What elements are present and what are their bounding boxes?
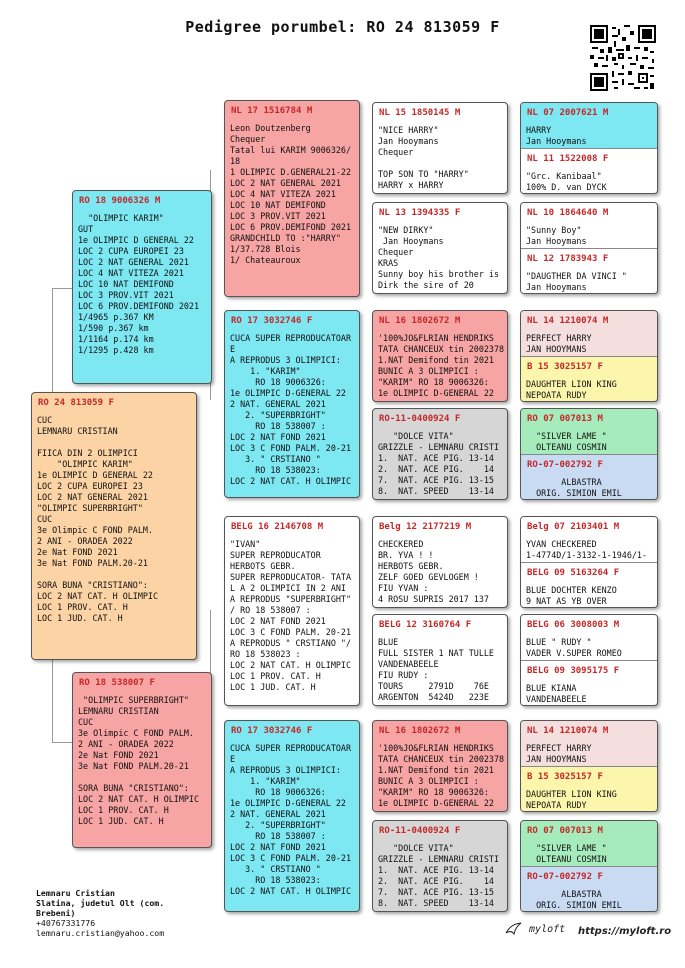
card-details: "SILVER LAME " OLTEANU COSMIN <box>536 431 607 452</box>
card-details: BLUE DOCHTER KENZO 9 NAT AS YB OVER <box>526 585 617 606</box>
qr-code <box>590 25 656 91</box>
card-details: CUCA SUPER REPRODUCATOAR E A REPRODUS 3 OLIMPICI: 1. "KARIM" RO 18 9006326: 1e OLIMPIC D-GENERAL 22 2 NAT. GENERAL 2021 2. "SUPERBRIGHT" RO 18 538007 : LOC 2 NAT FOND 2021 LOC 3 C FOND PALM. 20-21 3. " CRSTIANO " RO 18 538023: LOC 2 NAT CAT. H OLIMPIC <box>230 743 352 896</box>
connector-line <box>52 288 72 289</box>
pedigree-card-sire-sire[interactable] <box>224 100 360 297</box>
ring-number: B 15 3025157 F <box>527 362 603 372</box>
pedigree-card-g4-3[interactable] <box>521 203 657 248</box>
pedigree-card-g4-16[interactable] <box>521 866 657 911</box>
card-details: '100%JO&FLRIAN HENDRIKS TATA CHANCEUX tin 2002378 1.NAT Demifond tin 2021 BUNIC A 3 OLIMPICI : "KARIM" RO 18 9006326: 1e OLIMPIC D-GENERAL 22 <box>378 743 505 808</box>
website-link[interactable]: https://myloft.ro <box>578 926 672 937</box>
card-details: "NEW DIRKY" Jan Hooymans Chequer KRAS Sunny boy his brother is Dirk the sire of 20 <box>378 225 500 290</box>
pedigree-card-g4-2[interactable] <box>521 148 657 193</box>
pedigree-pair-g4-5 <box>520 516 658 608</box>
ring-number: NL 12 1783943 F <box>527 254 609 264</box>
card-details: "DOLCE VITA" GRIZZLE - LEMNARU CRISTI 1. NAT. ACE PIG. 13-14 2. NAT. ACE PIG. 14 7. NAT. ACE PIG. 13-15 8. NAT. SPEED 13-14 <box>378 843 500 908</box>
ring-number: BELG 16 2146708 M <box>231 522 324 532</box>
pedigree-card-g4-4[interactable] <box>521 248 657 293</box>
pedigree-card-g4-13[interactable] <box>521 721 657 766</box>
pedigree-card-g4-5[interactable] <box>521 311 657 356</box>
ring-number: RO-07-002792 F <box>527 872 603 882</box>
card-details: CUCA SUPER REPRODUCATOAR E A REPRODUS 3 OLIMPICI: 1. "KARIM" RO 18 9006326: 1e OLIMPIC D-GENERAL 22 2 NAT. GENERAL 2021 2. "SUPERBRIGHT" RO 18 538007 : LOC 2 NAT FOND 2021 LOC 3 C FOND PALM. 20-21 3. " CRSTIANO " RO 18 538023: LOC 2 NAT CAT. H OLIMPIC <box>230 333 352 486</box>
card-details: Leon Doutzenberg Chequer Tatal lui KARIM 9006326/ 18 1 OLIMPIC D.GENERAL21-22 LOC 2 NAT GENERAL 2021 LOC 4 NAT VITEZA 2021 LOC 10 NAT DEMIFOND LOC 3 PROV.VIT 2021 LOC 6 PROV.DEMIFOND 2021 GRANDCHILD TO :"HARRY" 1/37.728 Blois 1/ Chateauroux <box>230 123 352 265</box>
pedigree-card-g4-6[interactable] <box>521 356 657 401</box>
pedigree-pair-g4-6 <box>520 614 658 706</box>
ring-number: NL 15 1850145 M <box>379 108 461 118</box>
connector-line <box>52 660 53 742</box>
owner-name: Lemnaru Cristian <box>36 888 115 898</box>
ring-number: RO 24 813059 F <box>38 398 114 408</box>
connector-line <box>52 288 53 392</box>
card-details: "OLIMPIC SUPERBRIGHT" LEMNARU CRISTIAN CUC 3e Olimpic C FOND PALM. 2 ANI - ORADEA 2022 2e Nat FOND 2021 3e Nat FOND PALM.20-21 SORA BUNA "CRISTIANO": LOC 2 NAT CAT. H OLIMPIC LOC 1 PROV. CAT. H LOC 1 JUD. CAT. H <box>78 695 200 826</box>
card-details: BLUE KIANA VANDENABEELE <box>526 683 587 704</box>
card-details: "Grc. Kanibaal" 100% D. van DYCK <box>526 171 607 192</box>
pedigree-card-g3-1[interactable] <box>372 102 508 194</box>
myloft-logo <box>505 922 565 936</box>
pedigree-card-g4-7[interactable] <box>521 409 657 454</box>
pedigree-card-dam-sire[interactable] <box>224 516 360 706</box>
ring-number: NL 10 1864640 M <box>527 208 609 218</box>
pedigree-pair-g4-1 <box>520 102 658 194</box>
card-details: ALBASTRA ORIG. SIMION EMIL <box>536 477 622 498</box>
ring-number: NL 11 1522008 F <box>527 154 609 164</box>
pedigree-card-g4-1[interactable] <box>521 103 657 148</box>
ring-number: NL 13 1394335 F <box>379 208 461 218</box>
owner-phone[interactable]: +40767331776 <box>36 918 96 928</box>
pedigree-card-g4-9[interactable] <box>521 517 657 562</box>
ring-number: NL 17 1516784 M <box>231 106 313 116</box>
card-details: CUC LEMNARU CRISTIAN FIICA DIN 2 OLIMPICI "OLIMPIC KARIM" 1e OLIMPIC D GENERAL 22 LOC 2 CUPA EUROPEI 23 LOC 2 NAT GENERAL 2021 "OLIMPIC SUPERBRIGHT" CUC 3e Olimpic C FOND PALM. 2 ANI - ORADEA 2022 2e Nat FOND 2021 3e Nat FOND PALM.20-21 SORA BUNA "CRISTIANO": LOC 2 NAT CAT. H OLIMPIC LOC 1 PROV. CAT. H LOC 1 JUD. CAT. H <box>37 415 159 623</box>
pedigree-pair-g4-2 <box>520 202 658 294</box>
pigeon-icon <box>505 922 523 936</box>
pedigree-card-sire-dam[interactable] <box>224 310 360 498</box>
connector-line <box>52 742 72 743</box>
pedigree-pair-g4-7 <box>520 720 658 812</box>
ring-number: RO 17 3032746 F <box>231 726 313 736</box>
ring-number: NL 14 1210074 M <box>527 316 609 326</box>
pedigree-card-g3-5[interactable] <box>372 516 508 608</box>
card-details: "SILVER LAME " OLTEANU COSMIN <box>536 843 607 864</box>
card-details: BLUE FULL SISTER 1 NAT TULLE VANDENABEELE FIU RUDY : TOURS 2791D 76E ARGENTON 5424D 223E <box>378 637 494 702</box>
ring-number: NL 07 2007621 M <box>527 108 609 118</box>
pedigree-card-dam-dam[interactable] <box>224 720 360 912</box>
ring-number: BELG 06 3008003 M <box>527 620 620 630</box>
ring-number: BELG 09 5163264 F <box>527 568 620 578</box>
pedigree-card-g4-11[interactable] <box>521 615 657 660</box>
pedigree-card-g3-7[interactable] <box>372 720 508 812</box>
pedigree-pair-g4-4 <box>520 408 658 500</box>
card-details: PERFECT HARRY JAN HOOYMANS <box>526 333 592 354</box>
ring-number: RO-11-0400924 F <box>379 414 461 424</box>
card-details: BLUE " RUDY " VADER V.SUPER ROMEO <box>526 637 622 658</box>
ring-number: RO-07-002792 F <box>527 460 603 470</box>
pedigree-card-sire[interactable] <box>72 190 212 384</box>
card-details: '100%JO&FLRIAN HENDRIKS TATA CHANCEUX tin 2002378 1.NAT Demifond tin 2021 BUNIC A 3 OLIMPICI : "KARIM" RO 18 9006326: 1e OLIMPIC D-GENERAL 22 <box>378 333 505 398</box>
ring-number: BELG 09 3095175 F <box>527 666 620 676</box>
pedigree-card-g3-3[interactable] <box>372 310 508 402</box>
ring-number: RO 18 538007 F <box>79 678 155 688</box>
pedigree-card-g3-8[interactable] <box>372 820 508 912</box>
card-details: PERFECT HARRY JAN HOOYMANS <box>526 743 592 764</box>
card-details: "OLIMPIC KARIM" GUT 1e OLIMPIC D GENERAL 22 LOC 2 CUPA EUROPEI 23 LOC 2 NAT GENERAL 2021 LOC 4 NAT VITEZA 2021 LOC 10 NAT DEMIFOND LOC 3 PROV.VIT 2021 LOC 6 PROV.DEMIFOND 2021 1/4965 p.367 KM 1/590 p.367 km 1/1164 p.174 km 1/1295 p.428 km <box>78 213 200 355</box>
pedigree-pair-g4-3 <box>520 310 658 402</box>
ring-number: Belg 12 2177219 M <box>379 522 472 532</box>
page-title: Pedigree porumbel: RO 24 813059 F <box>185 18 500 36</box>
card-details: "IVAN" SUPER REPRODUCATOR HERBOTS GEBR. SUPER REPRODUCATOR- TATA L A 2 OLIMPICI IN 2 ANI A REPRODUS "SUPERBRIGHT" / RO 18 538007 : LOC 2 NAT FOND 2021 LOC 3 C FOND PALM. 20-21 A REPRODUS " CRSTIANO "/ RO 18 538023 : LOC 2 NAT CAT. H OLIMPIC LOC 1 PROV. CAT. H LOC 1 JUD. CAT. H <box>230 539 352 692</box>
pedigree-card-g3-4[interactable] <box>372 408 508 500</box>
ring-number: RO 17 3032746 F <box>231 316 313 326</box>
pedigree-card-g4-8[interactable] <box>521 454 657 499</box>
ring-number: BELG 12 3160764 F <box>379 620 472 630</box>
pedigree-pair-g4-8 <box>520 820 658 912</box>
owner-address: Slatina, judetul Olt (com. Brebeni) <box>36 898 165 918</box>
card-details: ALBASTRA ORIG. SIMION EMIL <box>536 889 622 910</box>
owner-info <box>36 888 164 938</box>
card-details: DAUGHTER LION KING NEPOATA RUDY <box>526 789 617 810</box>
ring-number: Belg 07 2103401 M <box>527 522 620 532</box>
card-details: "NICE HARRY" Jan Hooymans Chequer TOP SON TO "HARRY" HARRY x HARRY <box>378 125 469 190</box>
pedigree-card-subject[interactable] <box>31 392 197 660</box>
pedigree-card-g3-2[interactable] <box>372 202 508 294</box>
pedigree-card-g4-12[interactable] <box>521 660 657 705</box>
ring-number: NL 16 1802672 M <box>379 316 461 326</box>
card-details: HARRY Jan Hooymans <box>526 125 587 146</box>
pedigree-card-g4-15[interactable] <box>521 821 657 866</box>
owner-email[interactable]: lemnaru.cristian@yahoo.com <box>36 928 165 938</box>
card-details: "DAUGTHER DA VINCI " Jan Hooymans <box>526 271 627 292</box>
ring-number: NL 16 1802672 M <box>379 726 461 736</box>
card-details: CHECKERED BR. YVA ! ! HERBOTS GEBR. ZELF GOED GEVLOGEM ! FIU YVAN : 4 ROSU SUPRIS 2017 137 <box>378 539 489 604</box>
card-details: "DOLCE VITA" GRIZZLE - LEMNARU CRISTI 1. NAT. ACE PIG. 13-14 2. NAT. ACE PIG. 14 7. NAT. ACE PIG. 13-15 8. NAT. SPEED 13-14 <box>378 431 500 496</box>
ring-number: RO 18 9006326 M <box>79 196 161 206</box>
logo-text: myloft <box>529 924 566 935</box>
card-details: DAUGHTER LION KING NEPOATA RUDY <box>526 379 617 400</box>
pedigree-card-dam[interactable] <box>72 672 212 848</box>
ring-number: RO 07 007013 M <box>527 826 603 836</box>
ring-number: RO 07 007013 M <box>527 414 603 424</box>
pedigree-card-g3-6[interactable] <box>372 614 508 706</box>
ring-number: RO-11-0400924 F <box>379 826 461 836</box>
ring-number: NL 14 1210074 M <box>527 726 609 736</box>
card-details: YVAN CHECKERED 1-4774D/1-3132-1-1946/1- <box>526 539 648 560</box>
card-details: "Sunny Boy" Jan Hooymans <box>526 225 587 246</box>
pedigree-card-g4-10[interactable] <box>521 562 657 607</box>
pedigree-card-g4-14[interactable] <box>521 766 657 811</box>
ring-number: B 15 3025157 F <box>527 772 603 782</box>
